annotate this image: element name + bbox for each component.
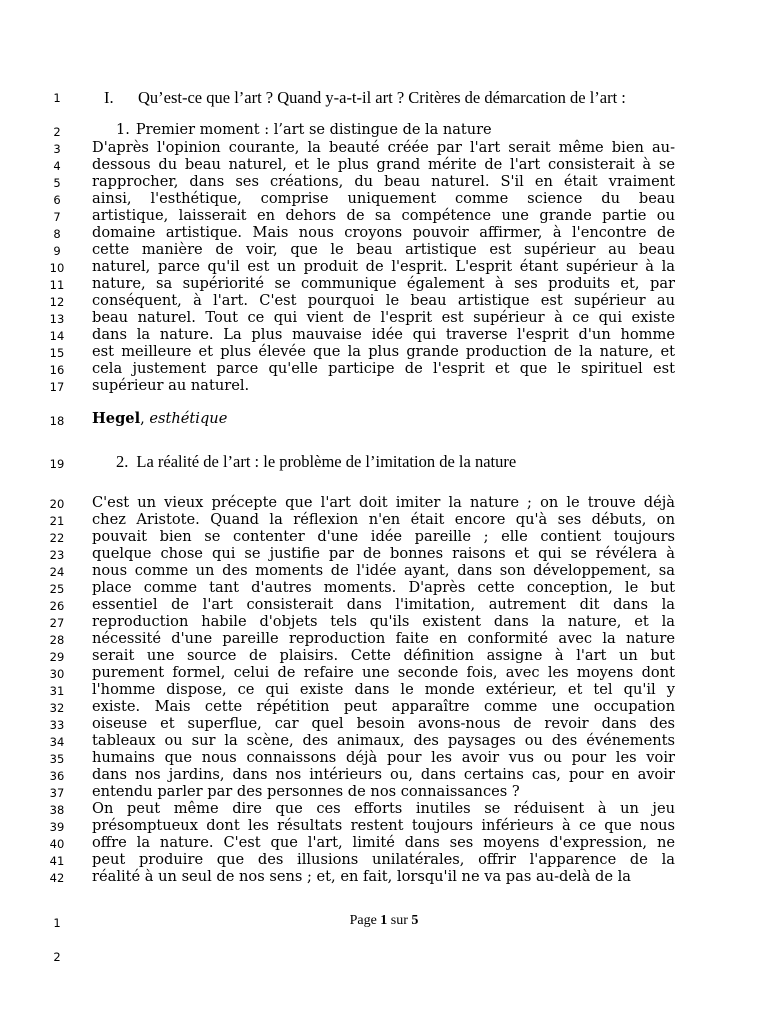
text-line: pouvait bien se contenter d'une idée pareille ; elle contient toujours — [92, 528, 675, 545]
line-number: 38 — [49, 803, 65, 817]
line-number: 40 — [49, 837, 65, 851]
line-number: 24 — [49, 565, 65, 579]
text-line: dans la nature. La plus mauvaise idée qui traverse l'esprit d'un homme — [92, 326, 675, 343]
text-line: reproduction habile d'objets tels qu'ils existent dans la nature, et la — [92, 613, 675, 630]
line-number: 31 — [49, 684, 65, 698]
line-number: 15 — [49, 346, 65, 360]
text-line: nature, sa supériorité se communique également à ses produits et, par — [92, 275, 675, 292]
line-number: 14 — [49, 329, 65, 343]
line-number: 2 — [53, 125, 61, 139]
line-number: 32 — [49, 701, 65, 715]
paragraph-text — [92, 139, 675, 394]
text-line: ainsi, l'esthétique, comprise uniquement comme science du beau — [92, 190, 675, 207]
line-number: 42 — [49, 871, 65, 885]
line-number: 16 — [49, 363, 65, 377]
line-number: 8 — [53, 227, 61, 241]
text-line: rapprocher, dans ses créations, du beau naturel. S'il en était vraiment — [92, 173, 675, 190]
line-number: 33 — [49, 718, 65, 732]
text-line: domaine artistique. Mais nous croyons pouvoir affirmer, à l'encontre de — [92, 224, 675, 241]
text-line: existe. Mais cette répétition peut apparaître comme une occupation — [92, 698, 675, 715]
heading-number: I. — [104, 88, 114, 107]
text-line: réalité à un seul de nos sens ; et, en fait, lorsqu'il ne va pas au-delà de la — [92, 868, 631, 885]
section-title: La réalité de l’art : le problème de l’imitation de la nature — [136, 452, 517, 471]
section-number: 2. — [116, 452, 129, 471]
line-number: 5 — [53, 176, 61, 190]
line-number: 13 — [49, 312, 65, 326]
text-line: naturel, parce qu'il est un produit de l'esprit. L'esprit étant supérieur à la — [92, 258, 675, 275]
work-title: esthétique — [149, 410, 228, 427]
text-line: place comme tant d'autres moments. D'après cette conception, le but — [92, 579, 675, 596]
line-number: 21 — [49, 514, 65, 528]
text-line: conséquent, à l'art. C'est pourquoi le beau artistique est supérieur au — [92, 292, 675, 309]
text-line: essentiel de l'art consisterait dans l'imitation, autrement dit dans la — [92, 596, 675, 613]
line-number: 30 — [49, 667, 65, 681]
line-number: 22 — [49, 531, 65, 545]
line-number: 12 — [49, 295, 65, 309]
line-number: 1 — [53, 916, 61, 930]
text-line: présomptueux dont les résultats restent toujours inférieurs à ce que nous — [92, 817, 675, 834]
line-number: 27 — [49, 616, 65, 630]
text-line: supérieur au naturel. — [92, 377, 250, 394]
text-line: artistique, laisserait en dehors de sa compétence une grande partie ou — [92, 207, 675, 224]
text-line: l'homme dispose, ce qui existe dans le monde extérieur, et tel qu'il y — [92, 681, 675, 698]
line-number: 29 — [49, 650, 65, 664]
text-line: On peut même dire que ces efforts inutiles se réduisent à un jeu — [92, 800, 675, 817]
line-number: 19 — [49, 457, 65, 471]
author-name: Hegel — [92, 410, 141, 427]
section-number: 1. — [116, 122, 130, 138]
line-number: 37 — [49, 786, 65, 800]
text-line: dans nos jardins, dans nos intérieurs ou, dans certains cas, pour en avoir — [92, 766, 675, 783]
paragraph-text — [92, 494, 675, 885]
text-line: nécessité d'une pareille reproduction faite en conformité avec la nature — [92, 630, 675, 647]
text-line: cette manière de voir, que le beau artistique est supérieur au beau — [92, 241, 675, 258]
text-line: purement formel, celui de refaire une seconde fois, avec les moyens dont — [92, 664, 675, 681]
text-line: humains que nous connaissons déjà pour les avoir vus ou pour les voir — [92, 749, 675, 766]
line-number: 28 — [49, 633, 65, 647]
line-number: 18 — [49, 414, 65, 428]
line-number: 36 — [49, 769, 65, 783]
line-number: 4 — [53, 159, 61, 173]
text-line: peut produire que des illusions unilatérales, offrir l'apparence de la — [92, 851, 675, 868]
line-number: 41 — [49, 854, 65, 868]
page-total: 5 — [411, 913, 419, 928]
text-line: nous comme un des moments de l'idée ayant, dans son développement, sa — [92, 562, 675, 579]
line-number: 39 — [49, 820, 65, 834]
line-number: 3 — [53, 142, 61, 156]
line-number: 1 — [53, 91, 61, 105]
line-number: 17 — [49, 380, 65, 394]
text-line: beau naturel. Tout ce qui vient de l'esprit est supérieur à ce qui existe — [92, 309, 675, 326]
line-number: 2 — [53, 950, 61, 964]
line-number: 23 — [49, 548, 65, 562]
text-line: oiseuse et superflue, car quel besoin avons-nous de revoir dans des — [92, 715, 675, 732]
text-line: tableaux ou sur la scène, des animaux, des paysages ou des événements — [92, 732, 675, 749]
line-number: 11 — [49, 278, 65, 292]
text-line: dessous du beau naturel, et le plus grand mérite de l'art consisterait à se — [92, 156, 675, 173]
page-indicator: Page 1 sur 5 — [349, 913, 419, 928]
text-line: serait une source de plaisirs. Cette définition assigne à l'art un but — [92, 647, 675, 664]
text-line: quelque chose qui se justifie par de bonnes raisons et qui se révélera à — [92, 545, 675, 562]
text-line: cela justement parce qu'elle participe de l'esprit et que le spirituel est — [92, 360, 675, 377]
line-number: 9 — [53, 244, 61, 258]
line-number: 26 — [49, 599, 65, 613]
text-line: offre la nature. C'est que l'art, limité dans ses moyens d'expression, ne — [92, 834, 675, 851]
line-number: 6 — [53, 193, 61, 207]
line-number: 34 — [49, 735, 65, 749]
page-current: 1 — [380, 913, 388, 928]
text-line: chez Aristote. Quand la réflexion n'en était encore qu'à ses débuts, on — [92, 511, 675, 528]
line-number: 7 — [53, 210, 61, 224]
line-number: 35 — [49, 752, 65, 766]
section-title: Premier moment : l’art se distingue de la nature — [135, 122, 492, 138]
text-line: entendu parler par des personnes de nos connaissances ? — [92, 783, 520, 800]
text-line: C'est un vieux précepte que l'art doit imiter la nature ; on le trouve déjà — [92, 494, 675, 511]
text-line: D'après l'opinion courante, la beauté créée par l'art serait même bien au- — [92, 139, 675, 156]
line-number: 20 — [49, 497, 65, 511]
line-number: 10 — [49, 261, 65, 275]
text-line: est meilleure et plus élevée que la plus grande production de la nature, et — [92, 343, 675, 360]
heading-text: Qu’est-ce que l’art ? Quand y-a-t-il art ? Critères de démarcation de l’art : — [138, 88, 626, 107]
line-number: 25 — [49, 582, 65, 596]
